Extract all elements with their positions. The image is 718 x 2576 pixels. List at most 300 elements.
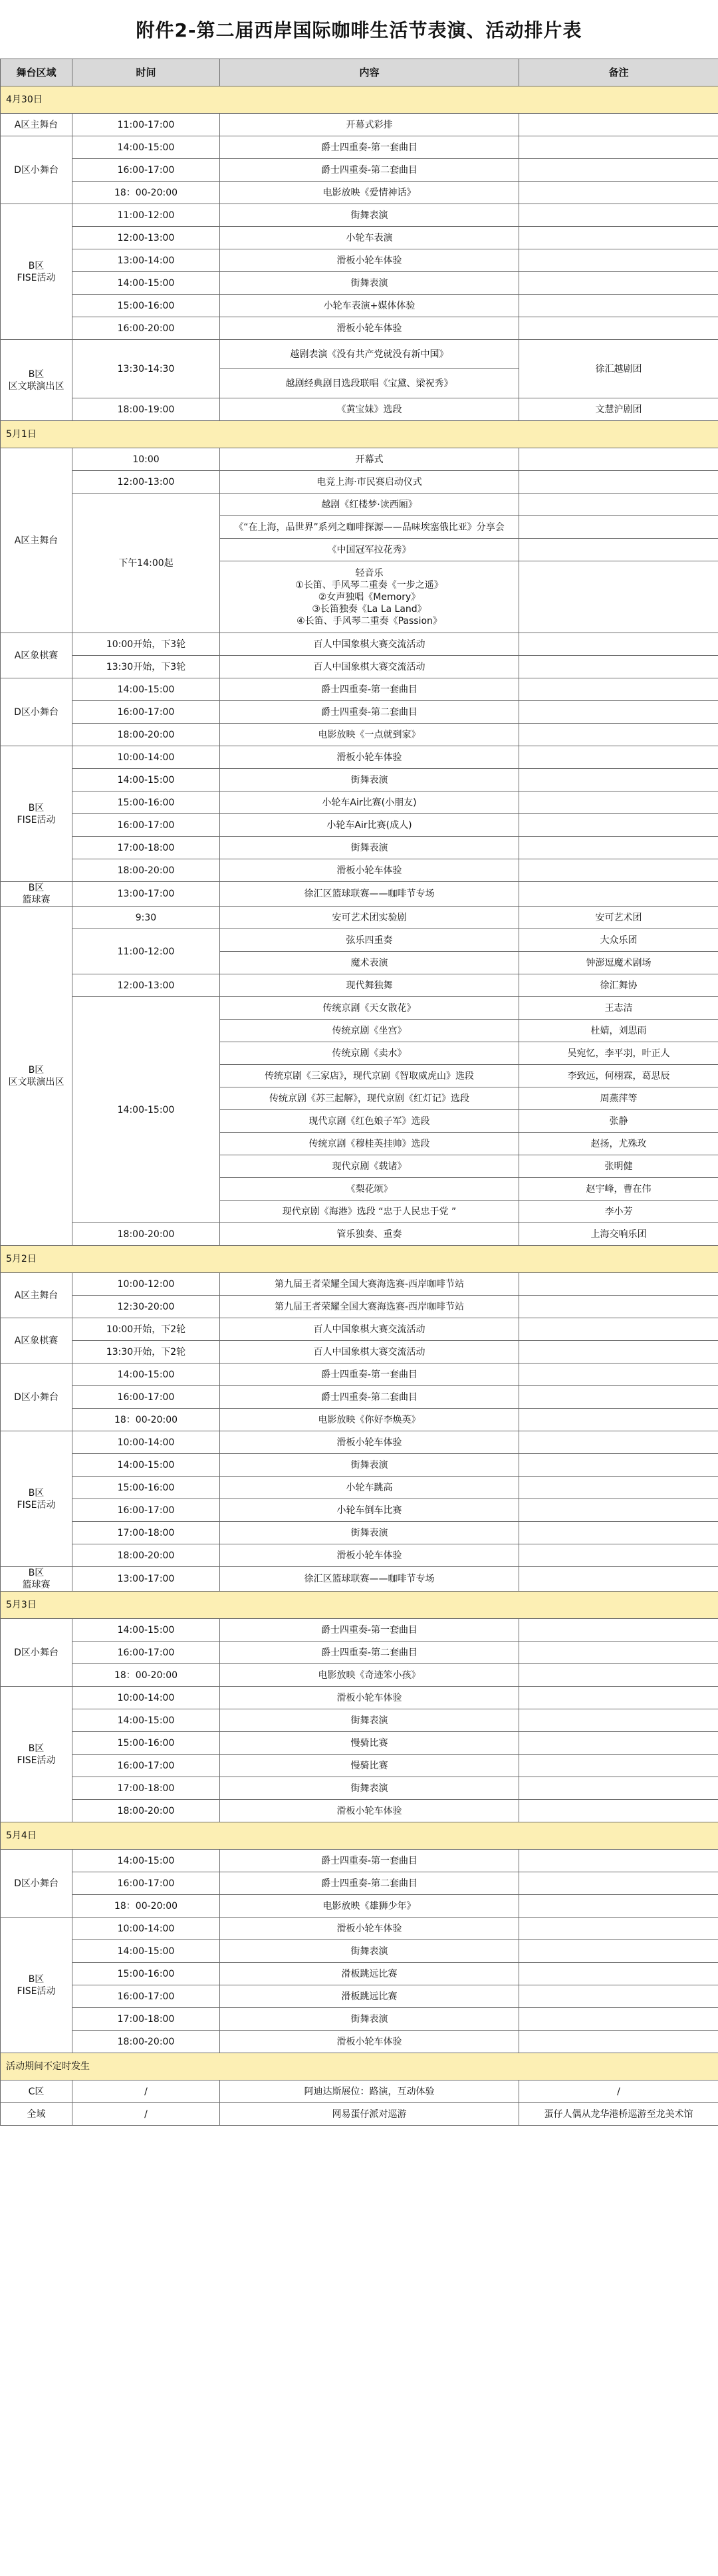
- page-title: 附件2-第二届西岸国际咖啡生活节表演、活动排片表: [136, 19, 582, 41]
- stage-area-cell: D区小舞台: [1, 136, 72, 204]
- remark-cell: [519, 1409, 718, 1431]
- content-cell: 街舞表演: [220, 1709, 519, 1732]
- remark-cell: [519, 295, 718, 317]
- schedule-row: [1, 1777, 718, 1800]
- stage-area-cell: B区 区文联演出区: [1, 340, 72, 421]
- header-content: 内容: [220, 59, 519, 86]
- schedule-row: [1, 1918, 718, 1940]
- remark-cell: [519, 1872, 718, 1895]
- remark-cell: [519, 791, 718, 814]
- content-cell: 街舞表演: [220, 1522, 519, 1544]
- schedule-row: [1, 997, 718, 1020]
- stage-area-cell: B区 FISE活动: [1, 1431, 72, 1567]
- remark-cell: [519, 2008, 718, 2031]
- schedule-row: [1, 1850, 718, 1872]
- time-cell: 14:00-15:00: [72, 272, 220, 295]
- remark-cell: [519, 1499, 718, 1522]
- schedule-row: [1, 2008, 718, 2031]
- time-cell: 17:00-18:00: [72, 1777, 220, 1800]
- remark-cell: [519, 1318, 718, 1341]
- remark-cell: 赵扬，尤殊玫: [519, 1133, 718, 1155]
- content-cell: 传统京剧《天女散花》: [220, 997, 519, 1020]
- header-time: 时间: [72, 59, 220, 86]
- time-cell: 17:00-18:00: [72, 837, 220, 859]
- remark-cell: [519, 1567, 718, 1592]
- content-cell: 电影放映《一点就到家》: [220, 724, 519, 746]
- remark-cell: [519, 249, 718, 272]
- stage-area-cell: B区 FISE活动: [1, 204, 72, 340]
- remark-cell: 张静: [519, 1110, 718, 1133]
- time-cell: 18:00-19:00: [72, 398, 220, 421]
- content-cell: 越剧表演《没有共产党就没有新中国》: [220, 340, 519, 369]
- time-cell: 14:00-15:00: [72, 1454, 220, 1477]
- date-label: 5月3日: [1, 1592, 718, 1619]
- remark-cell: [519, 1341, 718, 1363]
- remark-cell: [519, 1709, 718, 1732]
- remark-cell: [519, 2031, 718, 2053]
- remark-cell: 吴宛忆，李平羽，叶正人: [519, 1042, 718, 1065]
- stage-area-cell: B区 FISE活动: [1, 1918, 72, 2053]
- time-cell: 18：00-20:00: [72, 1895, 220, 1918]
- content-cell: 现代京剧《海港》选段 “忠于人民忠于党 ”: [220, 1201, 519, 1223]
- time-cell: 18:00-20:00: [72, 1223, 220, 1246]
- remark-cell: [519, 1895, 718, 1918]
- content-cell: 安可艺术团实验剧: [220, 907, 519, 929]
- time-cell: 13:00-17:00: [72, 882, 220, 907]
- stage-area-cell: B区 FISE活动: [1, 1687, 72, 1822]
- remark-cell: [519, 1732, 718, 1755]
- content-cell: 电影放映《雄狮少年》: [220, 1895, 519, 1918]
- content-cell: 滑板小轮车体验: [220, 1431, 519, 1454]
- schedule-row: [1, 136, 718, 159]
- schedule-row: [1, 769, 718, 791]
- remark-cell: [519, 516, 718, 539]
- time-cell: 14:00-15:00: [72, 136, 220, 159]
- remark-cell: [519, 814, 718, 837]
- schedule-row: [1, 272, 718, 295]
- date-row: [1, 1592, 718, 1619]
- content-cell: 百人中国象棋大赛交流活动: [220, 1318, 519, 1341]
- time-cell: 18：00-20:00: [72, 182, 220, 204]
- remark-cell: [519, 656, 718, 678]
- content-cell: 徐汇区篮球联赛——咖啡节专场: [220, 882, 519, 907]
- schedule-row: [1, 678, 718, 701]
- time-cell: 12:30-20:00: [72, 1296, 220, 1318]
- time-cell: 18:00-20:00: [72, 724, 220, 746]
- time-cell: 15:00-16:00: [72, 791, 220, 814]
- remark-cell: 王志洁: [519, 997, 718, 1020]
- time-cell: 16:00-17:00: [72, 1755, 220, 1777]
- remark-cell: [519, 471, 718, 494]
- time-cell: 13:00-17:00: [72, 1567, 220, 1592]
- schedule-row: [1, 1431, 718, 1454]
- schedule-row: [1, 791, 718, 814]
- time-cell: 16:00-17:00: [72, 159, 220, 182]
- schedule-row: [1, 114, 718, 136]
- stage-area-cell: A区象棋赛: [1, 1318, 72, 1363]
- remark-cell: [519, 1386, 718, 1409]
- stage-area-cell: D区小舞台: [1, 1363, 72, 1431]
- content-cell: 爵士四重奏-第一套曲目: [220, 678, 519, 701]
- time-cell: 11:00-12:00: [72, 204, 220, 227]
- schedule-row: [1, 1499, 718, 1522]
- schedule-row: [1, 1963, 718, 1985]
- time-cell: 14:00-15:00: [72, 1619, 220, 1642]
- remark-cell: [519, 1544, 718, 1567]
- content-cell: 小轮车Air比赛(小朋友): [220, 791, 519, 814]
- content-cell: 百人中国象棋大赛交流活动: [220, 633, 519, 656]
- content-cell: 《黄宝妹》选段: [220, 398, 519, 421]
- remark-cell: [519, 539, 718, 561]
- schedule-row: [1, 1363, 718, 1386]
- schedule-row: [1, 1273, 718, 1296]
- time-cell: 14:00-15:00: [72, 997, 220, 1223]
- time-cell: 16:00-17:00: [72, 1386, 220, 1409]
- content-cell: 街舞表演: [220, 1454, 519, 1477]
- stage-area-cell: B区 篮球赛: [1, 1567, 72, 1592]
- content-cell: 滑板小轮车体验: [220, 1687, 519, 1709]
- time-cell: 18:00-20:00: [72, 859, 220, 882]
- schedule-row: [1, 182, 718, 204]
- time-cell: 14:00-15:00: [72, 1940, 220, 1963]
- time-cell: 15:00-16:00: [72, 295, 220, 317]
- remark-cell: 李致远，何栩霖，葛思辰: [519, 1065, 718, 1087]
- date-row: [1, 1822, 718, 1850]
- content-cell: 爵士四重奏-第二套曲目: [220, 701, 519, 724]
- content-cell: 魔术表演: [220, 952, 519, 974]
- content-cell: 街舞表演: [220, 2008, 519, 2031]
- stage-area-cell: A区主舞台: [1, 448, 72, 633]
- remark-cell: 徐汇越剧团: [519, 340, 718, 398]
- content-cell: 电竞上海·市民赛启动仪式: [220, 471, 519, 494]
- time-cell: 11:00-12:00: [72, 929, 220, 974]
- content-cell: 电影放映《你好李焕英》: [220, 1409, 519, 1431]
- stage-area-cell: D区小舞台: [1, 1850, 72, 1918]
- schedule-row: [1, 1477, 718, 1499]
- content-cell: 开幕式: [220, 448, 519, 471]
- schedule-row: [1, 1642, 718, 1664]
- remark-cell: [519, 769, 718, 791]
- schedule-row: [1, 1454, 718, 1477]
- remark-cell: /: [519, 2080, 718, 2103]
- content-cell: 小轮车表演+媒体体验: [220, 295, 519, 317]
- date-label: 5月1日: [1, 421, 718, 448]
- stage-area-cell: C区: [1, 2080, 72, 2103]
- content-cell: 街舞表演: [220, 1940, 519, 1963]
- schedule-row: [1, 1940, 718, 1963]
- schedule-row: [1, 1755, 718, 1777]
- content-cell: 传统京剧《坐宫》: [220, 1020, 519, 1042]
- content-cell: 爵士四重奏-第二套曲目: [220, 1386, 519, 1409]
- date-label: 5月2日: [1, 1246, 718, 1273]
- schedule-row: [1, 1872, 718, 1895]
- content-cell: 爵士四重奏-第二套曲目: [220, 159, 519, 182]
- date-row: [1, 421, 718, 448]
- schedule-row: [1, 1296, 718, 1318]
- content-cell: 《“在上海，品世界”系列之咖啡探源——品味埃塞俄比亚》分享会: [220, 516, 519, 539]
- content-cell: 小轮车跳高: [220, 1477, 519, 1499]
- remark-cell: 安可艺术团: [519, 907, 718, 929]
- content-cell: 第九届王者荣耀全国大赛海选赛-西岸咖啡节站: [220, 1296, 519, 1318]
- remark-cell: [519, 1477, 718, 1499]
- stage-area-cell: B区 区文联演出区: [1, 907, 72, 1246]
- schedule-row: [1, 974, 718, 997]
- schedule-row: [1, 633, 718, 656]
- content-cell: 爵士四重奏-第一套曲目: [220, 1619, 519, 1642]
- remark-cell: [519, 227, 718, 249]
- schedule-row: [1, 1223, 718, 1246]
- content-cell: 爵士四重奏-第一套曲目: [220, 1363, 519, 1386]
- time-cell: 14:00-15:00: [72, 769, 220, 791]
- schedule-table: [0, 59, 718, 2126]
- remark-cell: [519, 1296, 718, 1318]
- content-cell: 传统京剧《苏三起解》，现代京剧《红灯记》选段: [220, 1087, 519, 1110]
- time-cell: 9:30: [72, 907, 220, 929]
- remark-cell: [519, 882, 718, 907]
- time-cell: 10:00开始，下3轮: [72, 633, 220, 656]
- time-cell: 10:00-14:00: [72, 1918, 220, 1940]
- schedule-row: [1, 1522, 718, 1544]
- remark-cell: [519, 182, 718, 204]
- schedule-row: [1, 814, 718, 837]
- schedule-row: [1, 724, 718, 746]
- time-cell: 13:30开始，下2轮: [72, 1341, 220, 1363]
- content-cell: 街舞表演: [220, 837, 519, 859]
- remark-cell: [519, 1985, 718, 2008]
- remark-cell: [519, 136, 718, 159]
- content-cell: 街舞表演: [220, 769, 519, 791]
- time-cell: 16:00-17:00: [72, 814, 220, 837]
- content-cell: 滑板跳远比赛: [220, 1963, 519, 1985]
- content-cell: 百人中国象棋大赛交流活动: [220, 656, 519, 678]
- schedule-row: [1, 448, 718, 471]
- content-cell: 街舞表演: [220, 272, 519, 295]
- date-row: [1, 1246, 718, 1273]
- time-cell: 10:00开始，下2轮: [72, 1318, 220, 1341]
- remark-cell: [519, 1664, 718, 1687]
- remark-cell: 上海交响乐团: [519, 1223, 718, 1246]
- remark-cell: [519, 494, 718, 516]
- remark-cell: [519, 837, 718, 859]
- schedule-row: [1, 1341, 718, 1363]
- remark-cell: [519, 678, 718, 701]
- content-cell: 小轮车倒车比赛: [220, 1499, 519, 1522]
- time-cell: 12:00-13:00: [72, 471, 220, 494]
- time-cell: 16:00-17:00: [72, 701, 220, 724]
- stage-area-cell: A区主舞台: [1, 114, 72, 136]
- content-cell: 爵士四重奏-第二套曲目: [220, 1872, 519, 1895]
- date-row: [1, 2053, 718, 2080]
- stage-area-cell: A区主舞台: [1, 1273, 72, 1318]
- remark-cell: 周燕萍等: [519, 1087, 718, 1110]
- content-cell: 百人中国象棋大赛交流活动: [220, 1341, 519, 1363]
- content-cell: 传统京剧《穆桂英挂帅》选段: [220, 1133, 519, 1155]
- time-cell: 16:00-20:00: [72, 317, 220, 340]
- content-cell: 管乐独奏、重奏: [220, 1223, 519, 1246]
- remark-cell: [519, 746, 718, 769]
- date-row: [1, 86, 718, 114]
- schedule-row: [1, 1709, 718, 1732]
- remark-cell: [519, 1454, 718, 1477]
- stage-area-cell: D区小舞台: [1, 678, 72, 746]
- content-cell: 滑板小轮车体验: [220, 249, 519, 272]
- time-cell: 14:00-15:00: [72, 678, 220, 701]
- time-cell: 18:00-20:00: [72, 1800, 220, 1822]
- content-cell: 电影放映《爱情神话》: [220, 182, 519, 204]
- schedule-row: [1, 656, 718, 678]
- date-label: 4月30日: [1, 86, 718, 114]
- remark-cell: 蛋仔人偶从龙华港桥巡游至龙美术馆: [519, 2103, 718, 2126]
- schedule-row: [1, 1386, 718, 1409]
- content-cell: 第九届王者荣耀全国大赛海选赛-西岸咖啡节站: [220, 1273, 519, 1296]
- remark-cell: 钟澎逗魔术剧场: [519, 952, 718, 974]
- schedule-row: [1, 1732, 718, 1755]
- time-cell: 17:00-18:00: [72, 2008, 220, 2031]
- time-cell: 16:00-17:00: [72, 1642, 220, 1664]
- remark-cell: [519, 159, 718, 182]
- time-cell: 10:00-14:00: [72, 746, 220, 769]
- schedule-row: [1, 859, 718, 882]
- time-cell: 18:00-20:00: [72, 2031, 220, 2053]
- schedule-row: [1, 1567, 718, 1592]
- time-cell: /: [72, 2103, 220, 2126]
- schedule-row: [1, 882, 718, 907]
- schedule-body: [1, 86, 718, 2126]
- remark-cell: 张明健: [519, 1155, 718, 1178]
- content-cell: 轻音乐 ①长笛、手风琴二重奏《一步之遥》 ②女声独唱《Memory》 ③长笛独奏《La La Land》 ④长笛、手风琴二重奏《Passion》: [220, 561, 519, 633]
- content-cell: 滑板小轮车体验: [220, 1544, 519, 1567]
- content-cell: 街舞表演: [220, 204, 519, 227]
- content-cell: 网易蛋仔派对巡游: [220, 2103, 519, 2126]
- content-cell: 滑板小轮车体验: [220, 1800, 519, 1822]
- content-cell: 滑板小轮车体验: [220, 317, 519, 340]
- remark-cell: [519, 1642, 718, 1664]
- content-cell: 慢骑比赛: [220, 1755, 519, 1777]
- time-cell: 13:30开始，下3轮: [72, 656, 220, 678]
- schedule-row: [1, 249, 718, 272]
- remark-cell: [519, 114, 718, 136]
- time-cell: 15:00-16:00: [72, 1477, 220, 1499]
- time-cell: 下午14:00起: [72, 494, 220, 633]
- remark-cell: [519, 1619, 718, 1642]
- schedule-row: [1, 1985, 718, 2008]
- schedule-row: [1, 317, 718, 340]
- content-cell: 滑板小轮车体验: [220, 859, 519, 882]
- remark-cell: [519, 1687, 718, 1709]
- time-cell: 10:00-14:00: [72, 1431, 220, 1454]
- content-cell: 越剧《红楼梦·读西厢》: [220, 494, 519, 516]
- remark-cell: [519, 448, 718, 471]
- remark-cell: [519, 633, 718, 656]
- schedule-row: [1, 2031, 718, 2053]
- remark-cell: 徐汇舞协: [519, 974, 718, 997]
- remark-cell: [519, 1963, 718, 1985]
- time-cell: 15:00-16:00: [72, 1963, 220, 1985]
- remark-cell: [519, 1940, 718, 1963]
- time-cell: 13:30-14:30: [72, 340, 220, 398]
- remark-cell: [519, 1755, 718, 1777]
- stage-area-cell: A区象棋赛: [1, 633, 72, 678]
- time-cell: 10:00-12:00: [72, 1273, 220, 1296]
- content-cell: 弦乐四重奏: [220, 929, 519, 952]
- stage-area-cell: D区小舞台: [1, 1619, 72, 1687]
- schedule-row: [1, 204, 718, 227]
- time-cell: 16:00-17:00: [72, 1872, 220, 1895]
- schedule-row: [1, 2080, 718, 2103]
- schedule-row: [1, 1619, 718, 1642]
- time-cell: 16:00-17:00: [72, 1985, 220, 2008]
- stage-area-cell: B区 FISE活动: [1, 746, 72, 882]
- schedule-row: [1, 1318, 718, 1341]
- schedule-row: [1, 398, 718, 421]
- schedule-row: [1, 746, 718, 769]
- content-cell: 爵士四重奏-第一套曲目: [220, 1850, 519, 1872]
- time-cell: 10:00: [72, 448, 220, 471]
- time-cell: 18：00-20:00: [72, 1664, 220, 1687]
- remark-cell: 文慧沪剧团: [519, 398, 718, 421]
- time-cell: 17:00-18:00: [72, 1522, 220, 1544]
- content-cell: 现代京剧《载诸》: [220, 1155, 519, 1178]
- time-cell: 14:00-15:00: [72, 1709, 220, 1732]
- remark-cell: [519, 1273, 718, 1296]
- stage-area-cell: B区 篮球赛: [1, 882, 72, 907]
- remark-cell: [519, 561, 718, 633]
- remark-cell: [519, 1800, 718, 1822]
- time-cell: 18:00-20:00: [72, 1544, 220, 1567]
- remark-cell: [519, 1522, 718, 1544]
- schedule-row: [1, 1895, 718, 1918]
- time-cell: 11:00-17:00: [72, 114, 220, 136]
- time-cell: 14:00-15:00: [72, 1850, 220, 1872]
- schedule-row: [1, 701, 718, 724]
- time-cell: 18：00-20:00: [72, 1409, 220, 1431]
- remark-cell: [519, 204, 718, 227]
- content-cell: 滑板小轮车体验: [220, 1918, 519, 1940]
- content-cell: 现代京剧《红色娘子军》选段: [220, 1110, 519, 1133]
- remark-cell: [519, 1850, 718, 1872]
- time-cell: 13:00-14:00: [72, 249, 220, 272]
- stage-area-cell: 全域: [1, 2103, 72, 2126]
- schedule-row: [1, 1409, 718, 1431]
- schedule-row: [1, 929, 718, 952]
- schedule-row: [1, 2103, 718, 2126]
- schedule-row: [1, 494, 718, 516]
- time-cell: 15:00-16:00: [72, 1732, 220, 1755]
- content-cell: 电影放映《奇迹笨小孩》: [220, 1664, 519, 1687]
- content-cell: 爵士四重奏-第二套曲目: [220, 1642, 519, 1664]
- remark-cell: 李小芳: [519, 1201, 718, 1223]
- date-label: 5月4日: [1, 1822, 718, 1850]
- remark-cell: [519, 1431, 718, 1454]
- schedule-row: [1, 1800, 718, 1822]
- remark-cell: [519, 724, 718, 746]
- header-stage: 舞台区域: [1, 59, 72, 86]
- time-cell: /: [72, 2080, 220, 2103]
- content-cell: 小轮车表演: [220, 227, 519, 249]
- remark-cell: [519, 859, 718, 882]
- schedule-row: [1, 227, 718, 249]
- time-cell: 12:00-13:00: [72, 227, 220, 249]
- remark-cell: [519, 701, 718, 724]
- schedule-row: [1, 837, 718, 859]
- time-cell: 14:00-15:00: [72, 1363, 220, 1386]
- schedule-row: [1, 295, 718, 317]
- content-cell: 徐汇区篮球联赛——咖啡节专场: [220, 1567, 519, 1592]
- content-cell: 越剧经典剧目选段联唱《宝黛、梁祝秀》: [220, 369, 519, 398]
- remark-cell: [519, 1777, 718, 1800]
- remark-cell: [519, 1363, 718, 1386]
- date-label: 活动期间不定时发生: [1, 2053, 718, 2080]
